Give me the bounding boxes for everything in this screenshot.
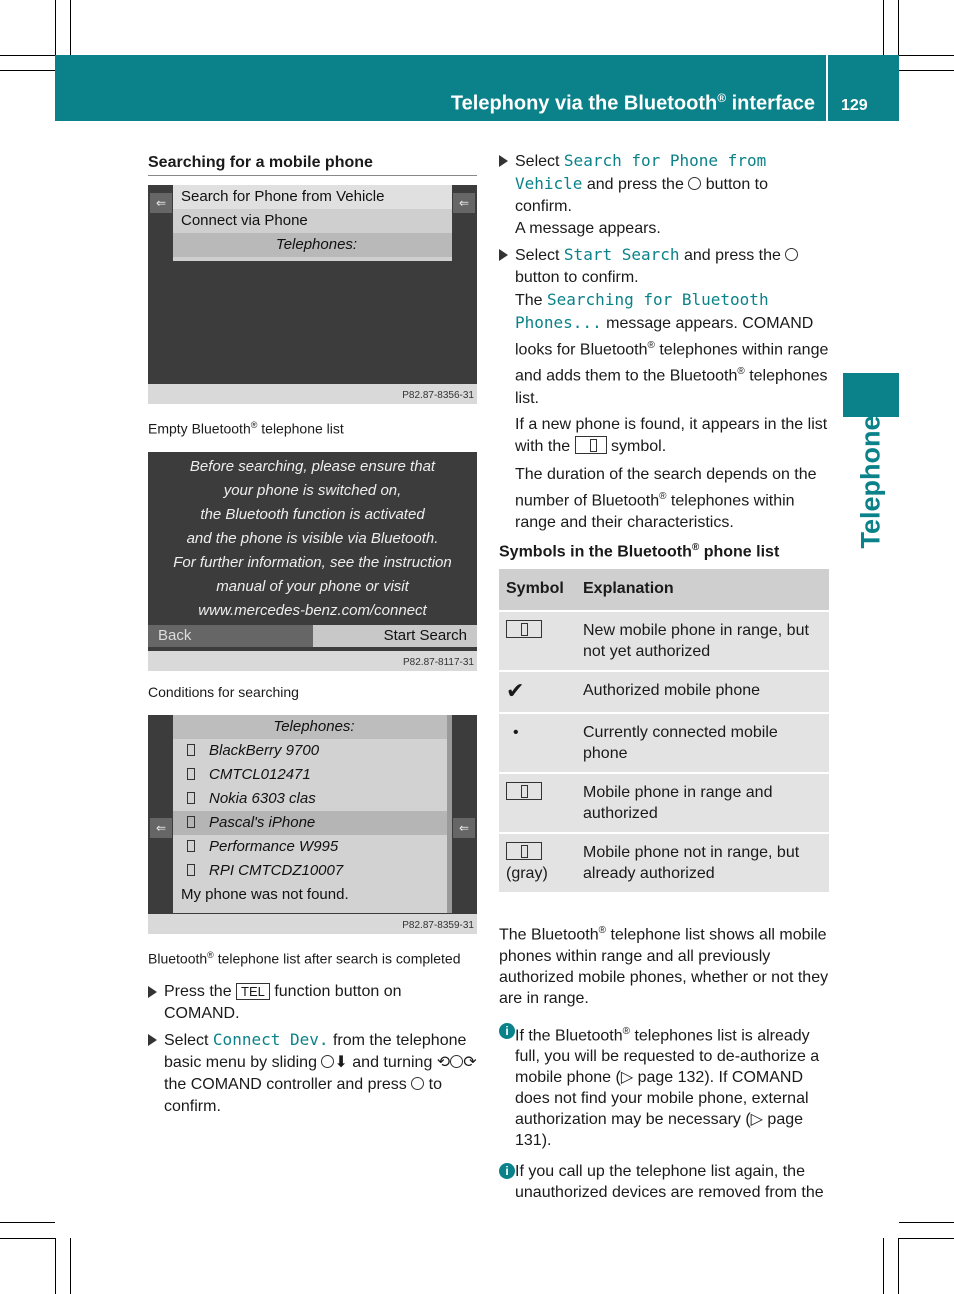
- phone-icon: [187, 816, 195, 828]
- table-cell: Currently connected mobile phone: [576, 713, 829, 773]
- list-item: RPI CMTCDZ10007: [173, 859, 447, 883]
- controller-press-icon: [785, 248, 798, 261]
- page-title: Telephony via the Bluetooth® interface: [450, 91, 815, 115]
- table-cell: Authorized mobile phone: [576, 671, 829, 713]
- message-line: Before searching, please ensure that: [189, 457, 436, 475]
- message-line: www.mercedes-benz.com/connect: [198, 601, 427, 619]
- table-row: [499, 773, 829, 833]
- section-label: Telephone: [855, 415, 886, 549]
- new-phone-icon: [506, 620, 542, 638]
- crop-mark: [899, 1238, 954, 1239]
- step-arrow-icon: [499, 155, 508, 167]
- info-note: i If you call up the telephone list again, the unauthorized devices are removed from the: [499, 1161, 829, 1203]
- message-line: your phone is switched on,: [223, 481, 402, 499]
- instruction-step: Select Search for Phone from Vehicle and press the button to confirm. A message appears.: [499, 150, 829, 240]
- screenshot-conditions: [148, 452, 477, 671]
- crop-mark: [0, 55, 55, 56]
- figure-code: P82.87-8359-31: [402, 919, 474, 931]
- info-icon: i: [499, 1163, 515, 1179]
- column-header-explanation: Explanation: [576, 569, 829, 611]
- crop-mark: [0, 1222, 55, 1223]
- button-row: [148, 625, 477, 647]
- table-cell: New mobile phone in range, but not yet authorized: [576, 611, 829, 671]
- menu-term: Searching for Bluetooth Phones...: [515, 290, 769, 332]
- info-icon: i: [499, 1023, 515, 1039]
- crop-mark: [0, 1238, 55, 1239]
- message-line: manual of your phone or visit: [216, 577, 409, 595]
- back-button: Back: [148, 625, 313, 647]
- crop-mark: [899, 55, 954, 56]
- paragraph: If a new phone is found, it appears in the list with the symbol.: [515, 415, 828, 455]
- crop-mark: [898, 0, 899, 55]
- step-arrow-icon: [148, 1034, 157, 1046]
- crop-mark: [55, 1238, 56, 1294]
- crop-mark: [899, 1222, 954, 1223]
- table-cell: Mobile phone in range and authorized: [576, 773, 829, 833]
- column-header-symbol: Symbol: [499, 569, 576, 611]
- phone-icon: [187, 768, 195, 780]
- scrollbar: [447, 715, 452, 913]
- section-tab: [843, 373, 899, 417]
- page-header: [55, 55, 899, 121]
- list-footer: My phone was not found.: [181, 885, 349, 903]
- table-row: [499, 611, 829, 671]
- screenshot-empty-list: [148, 185, 477, 404]
- back-arrow-icon: ⇐: [150, 818, 172, 838]
- controller-press-icon: [688, 177, 701, 190]
- menu-term: Start Search: [563, 245, 680, 264]
- list-item: Performance W995: [173, 835, 447, 859]
- table-row: [499, 671, 829, 713]
- message-line: the Bluetooth function is activated: [200, 505, 425, 523]
- dot-icon: •: [513, 724, 519, 742]
- figure-code-strip: [148, 914, 477, 934]
- table-cell: Mobile phone not in range, but already authorized: [576, 833, 829, 893]
- table-header-row: [499, 569, 829, 611]
- section-heading: Searching for a mobile phone: [148, 150, 477, 176]
- menu-item: Connect via Phone: [181, 212, 308, 229]
- list-item: BlackBerry 9700: [173, 739, 447, 763]
- step-arrow-icon: [499, 249, 508, 261]
- phone-icon: [187, 744, 195, 756]
- phone-list: [173, 715, 447, 913]
- crop-mark: [898, 1238, 899, 1294]
- menu: [173, 185, 452, 261]
- body-paragraph: The Bluetooth® telephone list shows all mobile phones within range and all previously authorized mobile phones, whether or not they are in range.: [499, 925, 829, 1007]
- phone-authorized-icon: [506, 782, 542, 800]
- figure-code: P82.87-8117-31: [403, 656, 474, 668]
- figure-caption: Empty Bluetooth® telephone list: [148, 420, 344, 437]
- crop-mark: [0, 70, 55, 71]
- left-column: [148, 150, 477, 1122]
- figure-caption: Bluetooth® telephone list after search is completed: [148, 949, 461, 967]
- instruction-step: Select Connect Dev. from the telephone basic menu by sliding ⬇ and turning ⟲ ⟳ the COMAND controller and press to confirm.: [148, 1029, 477, 1118]
- instruction-step: Press the TEL function button on COMAND.: [148, 981, 477, 1025]
- phone-icon: [187, 792, 195, 804]
- menu-item: Telephones:: [173, 233, 452, 257]
- list-header: Telephones:: [173, 715, 447, 739]
- figure-code-strip: [148, 651, 477, 671]
- paragraph: The duration of the search depends on the number of Bluetooth® telephones within range and their characteristics.: [515, 465, 817, 531]
- crop-mark: [70, 1238, 71, 1294]
- controller-press-icon: [411, 1077, 424, 1090]
- menu-item: Search for Phone from Vehicle: [173, 185, 452, 209]
- figure-code-strip: [148, 384, 477, 404]
- page-ref-arrow-icon: ▷: [620, 1068, 638, 1086]
- symbols-table: [499, 569, 829, 894]
- message-text: [148, 452, 477, 623]
- back-arrow-icon: ⇐: [453, 193, 475, 213]
- figure-code: P82.87-8356-31: [402, 390, 474, 401]
- figure-caption: Conditions for searching: [148, 683, 299, 700]
- phone-authorized-gray-icon: [506, 842, 542, 860]
- page-number: 129: [841, 97, 868, 114]
- table-row: (gray) Mobile phone not in range, but already authorized: [499, 833, 829, 893]
- list-item: CMTCL012471: [173, 763, 447, 787]
- list-item: Pascal's iPhone: [173, 811, 447, 835]
- instruction-step: Select Start Search and press the button to confirm. The Searching for Bluetooth Phones... message appears. COMAND looks for Bluetooth® telephones within range and adds them to the Bluetooth® telephones list.: [499, 244, 829, 410]
- message-line: and the phone is visible via Bluetooth.: [186, 529, 439, 547]
- header-divider: [826, 55, 828, 121]
- message-line: For further information, see the instruction: [173, 553, 452, 571]
- crop-mark: [55, 0, 56, 55]
- tel-key: TEL: [236, 983, 270, 1000]
- crop-mark: [883, 0, 884, 55]
- menu-term: Connect Dev.: [212, 1030, 329, 1050]
- right-column: [499, 150, 829, 1213]
- start-search-button: Start Search: [313, 625, 477, 647]
- list-item: Nokia 6303 clas: [173, 787, 447, 811]
- back-arrow-icon: ⇐: [150, 193, 172, 213]
- page-ref-arrow-icon: ▷: [750, 1110, 768, 1128]
- table-row: [499, 713, 829, 773]
- step-arrow-icon: [148, 986, 157, 998]
- menu-term: Search for Phone from Vehicle: [515, 151, 767, 193]
- screenshot-phone-list: [148, 715, 477, 934]
- new-phone-icon: [575, 436, 607, 454]
- controller-icon: [450, 1055, 463, 1068]
- phone-icon: [187, 840, 195, 852]
- info-note: i If the Bluetooth® telephones list is already full, you will be requested to de-authorize a mobile phone (▷ page 132). If COMAND does not find your mobile phone, external authorization may be necessary (▷ page 131).: [499, 1021, 829, 1151]
- crop-mark: [883, 1238, 884, 1294]
- phone-icon: [187, 864, 195, 876]
- controller-icon: [321, 1055, 334, 1068]
- crop-mark: [70, 0, 71, 55]
- table-title: Symbols in the Bluetooth® phone list: [499, 541, 780, 561]
- checkmark-icon: ✔: [506, 678, 525, 704]
- crop-mark: [899, 70, 954, 71]
- back-arrow-icon: ⇐: [453, 818, 475, 838]
